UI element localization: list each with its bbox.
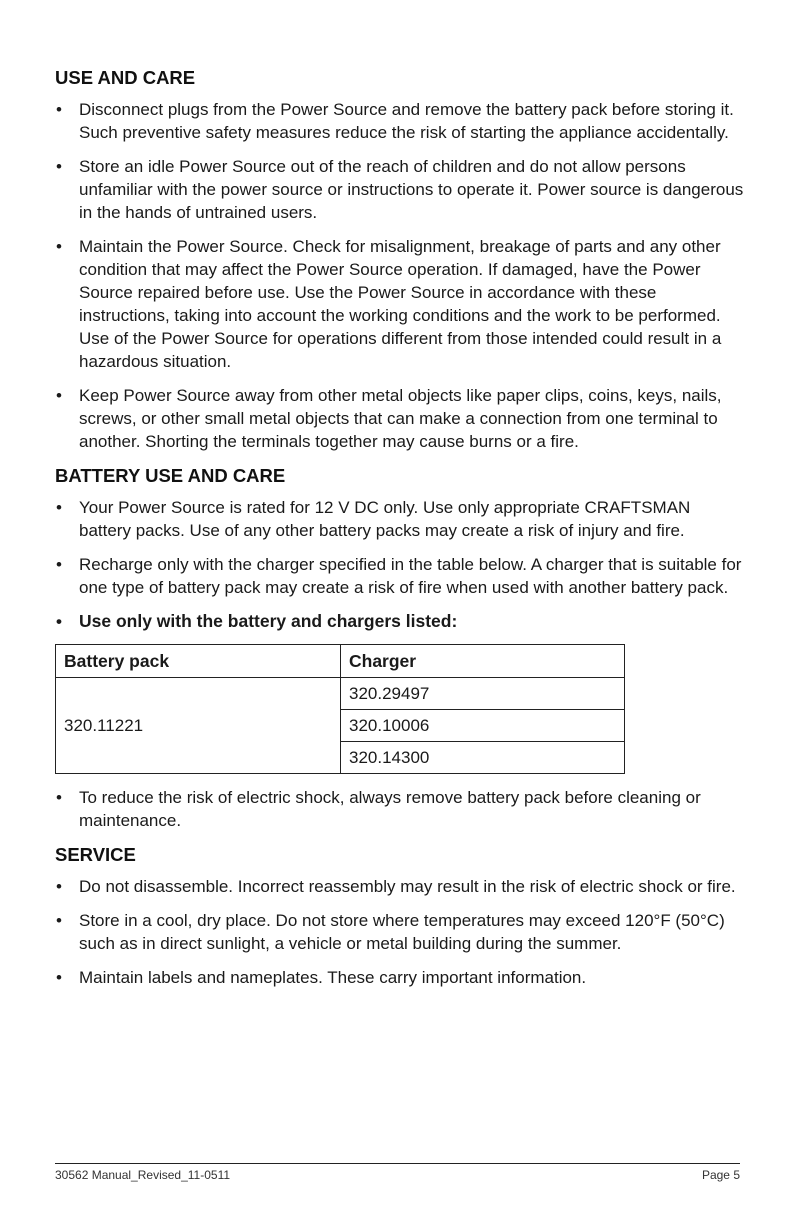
battery-pack-cell: 320.11221	[56, 678, 341, 774]
list-item: • Your Power Source is rated for 12 V DC only. Use only appropriate CRAFTSMAN battery packs. Use of any other battery packs may create a risk of injury and fire.	[55, 496, 745, 542]
list-item: • Do not disassemble. Incorrect reassembly may result in the risk of electric shock or fire.	[55, 875, 745, 898]
manual-page	[55, 66, 745, 1000]
charger-cell: 320.14300	[341, 742, 625, 774]
list-item: • Maintain the Power Source. Check for misalignment, breakage of parts and any other condition that may affect the Power Source operation. If damaged, have the Power Source repaired before use. Use the Power Source in accordance with these instructions, taking into account the working conditions and the work to be performed. Use of the Power Source for operations different from those intended could result in a hazardous situation.	[55, 235, 745, 373]
list-item: • Recharge only with the charger specified in the table below. A charger that is suitable for one type of battery pack may create a risk of fire when used with another battery pack.	[55, 553, 745, 599]
footer-document-id: 30562 Manual_Revised_11-0511	[55, 1168, 231, 1182]
list-item: • To reduce the risk of electric shock, always remove battery pack before cleaning or maintenance.	[55, 786, 745, 832]
section-heading-use-and-care: USE AND CARE	[55, 67, 196, 88]
battery-after-table-list	[55, 786, 745, 832]
service-list	[55, 875, 745, 989]
list-item: • Store in a cool, dry place. Do not store where temperatures may exceed 120°F (50°C) such as in direct sunlight, a vehicle or metal building during the summer.	[55, 909, 745, 955]
list-item-battery-chargers-note: • Use only with the battery and chargers listed:	[55, 610, 745, 633]
column-header-charger: Charger	[341, 645, 625, 678]
list-item: • Disconnect plugs from the Power Source and remove the battery pack before storing it. Such preventive safety measures reduce the risk of starting the appliance accidentally.	[55, 98, 745, 144]
battery-charger-table	[55, 644, 625, 774]
charger-cell: 320.29497	[341, 678, 625, 710]
section-heading-service: SERVICE	[55, 844, 136, 865]
page-number: Page 5	[701, 1168, 740, 1182]
table-header-row	[56, 645, 625, 678]
page-footer	[55, 1168, 740, 1182]
use-and-care-list	[55, 98, 745, 453]
column-header-battery-pack: Battery pack	[56, 645, 341, 678]
charger-cell: 320.10006	[341, 710, 625, 742]
list-item: • Keep Power Source away from other metal objects like paper clips, coins, keys, nails, screws, or other small metal objects that can make a connection from one terminal to another. Shorting the terminals together may cause burns or a fire.	[55, 384, 745, 453]
table-row	[56, 678, 625, 710]
battery-use-and-care-list	[55, 496, 745, 633]
footer-divider	[55, 1163, 740, 1164]
list-item: • Maintain labels and nameplates. These carry important information.	[55, 966, 745, 989]
list-item: • Store an idle Power Source out of the reach of children and do not allow persons unfamiliar with the power source or instructions to operate it. Power source is dangerous in the hands of untrained users.	[55, 155, 745, 224]
section-heading-battery-use-and-care: BATTERY USE AND CARE	[55, 465, 286, 486]
